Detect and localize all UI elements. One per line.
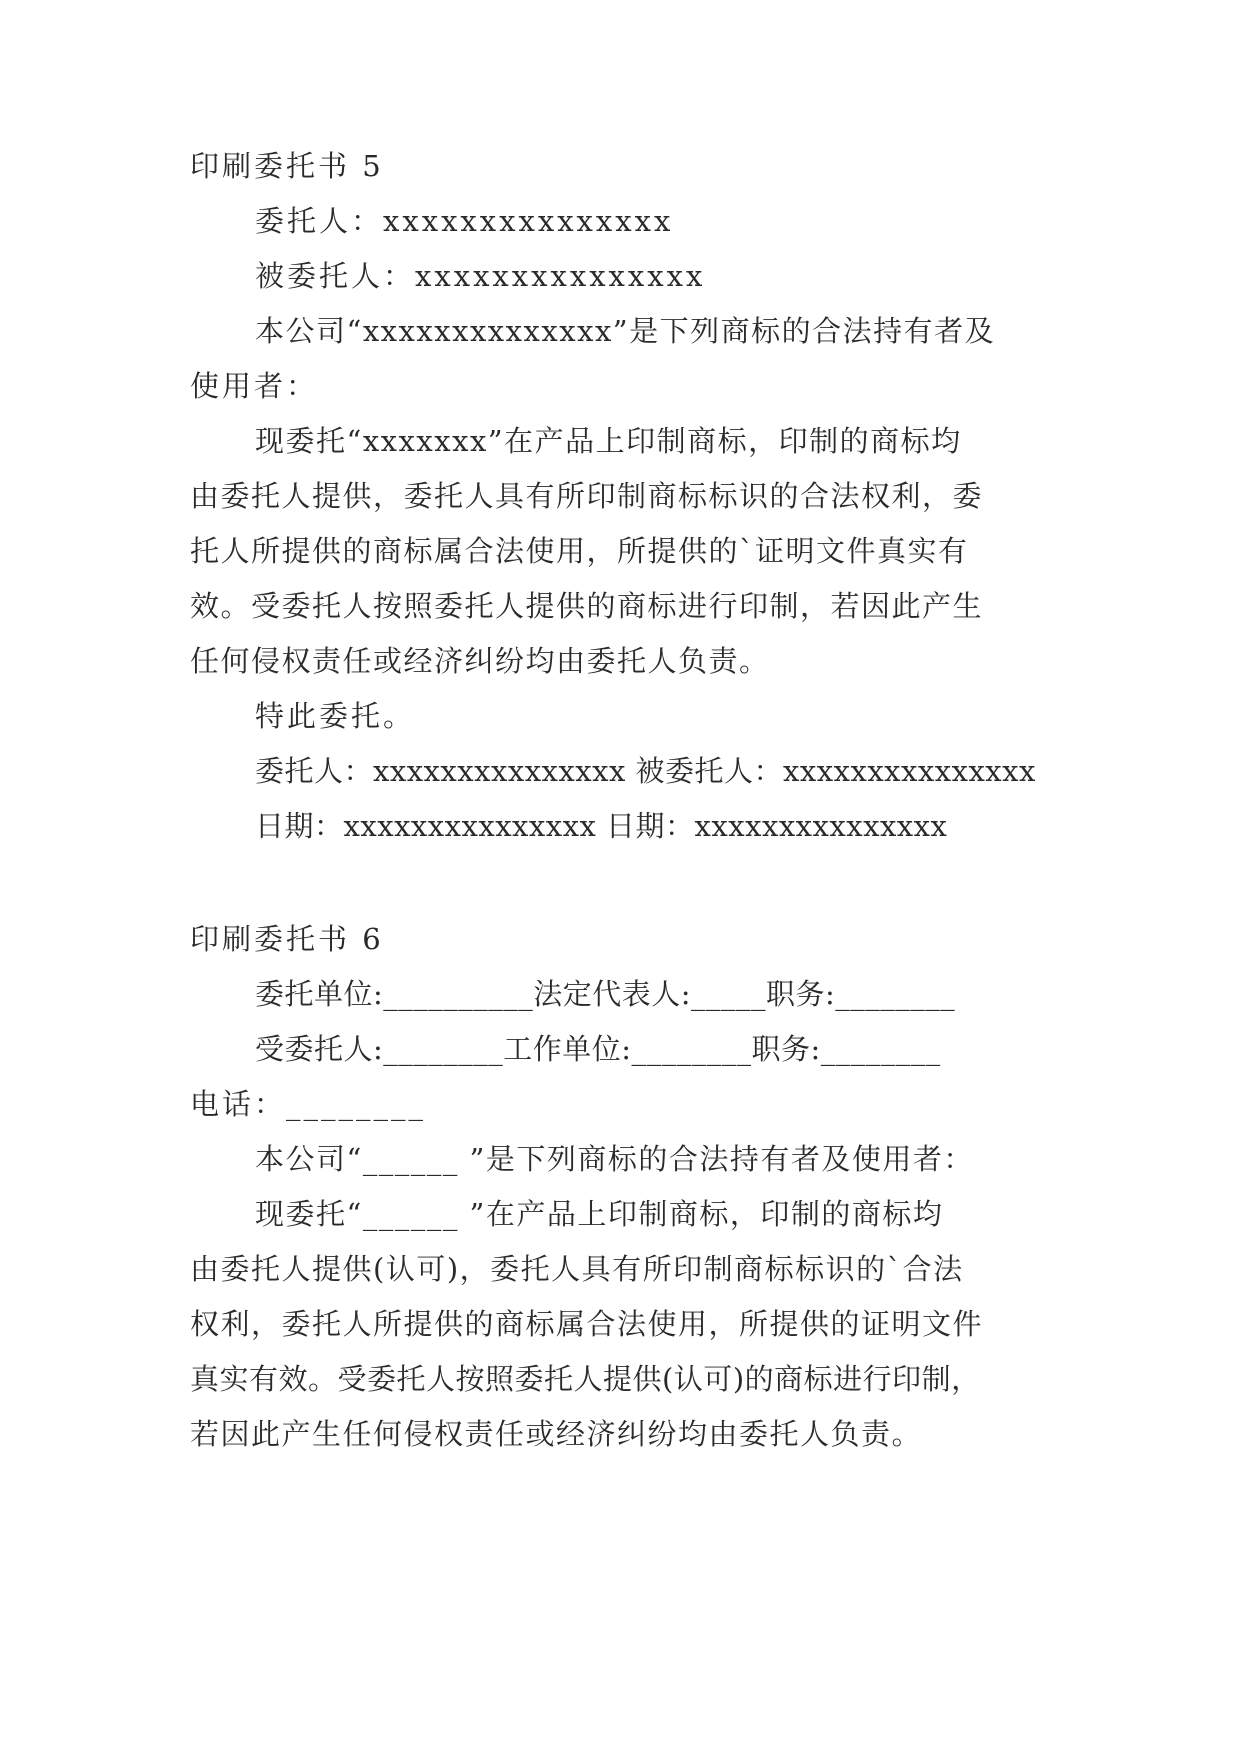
- doc6-para2-line: 现委托“______ ”在产品上印制商标，印制的商标均: [255, 1197, 944, 1231]
- doc5-title: 印刷委托书 5: [190, 149, 384, 183]
- doc5-para2-line: 效。受委托人按照委托人提供的商标进行印制，若因此产生: [190, 589, 984, 623]
- doc6-phone-line: 电话：________: [190, 1087, 427, 1121]
- doc6-para2-line: 由委托人提供(认可)，委托人具有所印制商标标识的`合法: [190, 1252, 964, 1286]
- doc6-para1: 本公司“______ ”是下列商标的合法持有者及使用者：: [255, 1142, 974, 1176]
- doc5-client-line: 委托人：xxxxxxxxxxxxxxx: [255, 204, 674, 238]
- doc6-client-line: 委托单位:__________法定代表人:_____职务:________: [255, 977, 956, 1011]
- doc6-agent-line: 受委托人:________工作单位:________职务:________: [255, 1032, 941, 1066]
- doc5-signature-line: 委托人：xxxxxxxxxxxxxxx 被委托人：xxxxxxxxxxxxxxx: [255, 754, 1036, 788]
- doc6-title: 印刷委托书 6: [190, 922, 384, 956]
- doc5-para2-line: 托人所提供的商标属合法使用，所提供的`证明文件真实有: [190, 534, 969, 568]
- doc5-para2-line: 现委托“xxxxxxx”在产品上印制商标，印制的商标均: [255, 424, 962, 458]
- doc5-agent-line: 被委托人：xxxxxxxxxxxxxxx: [255, 259, 706, 293]
- doc6-para2-line: 真实有效。受委托人按照委托人提供(认可)的商标进行印制，: [190, 1362, 981, 1396]
- doc5-closing: 特此委托。: [255, 699, 416, 733]
- doc5-para1-line: 本公司“xxxxxxxxxxxxxx”是下列商标的合法持有者及: [255, 314, 996, 348]
- doc6-para2-line: 若因此产生任何侵权责任或经济纠纷均由委托人负责。: [190, 1417, 923, 1451]
- doc5-para1-line: 使用者：: [190, 369, 319, 403]
- doc5-para2-line: 任何侵权责任或经济纠纷均由委托人负责。: [190, 644, 770, 678]
- doc5-para2-line: 由委托人提供，委托人具有所印制商标标识的合法权利，委: [190, 479, 984, 513]
- doc5-date-line: 日期：xxxxxxxxxxxxxxx 日期：xxxxxxxxxxxxxxx: [255, 809, 948, 843]
- doc6-para2-line: 权利，委托人所提供的商标属合法使用，所提供的证明文件: [190, 1307, 984, 1341]
